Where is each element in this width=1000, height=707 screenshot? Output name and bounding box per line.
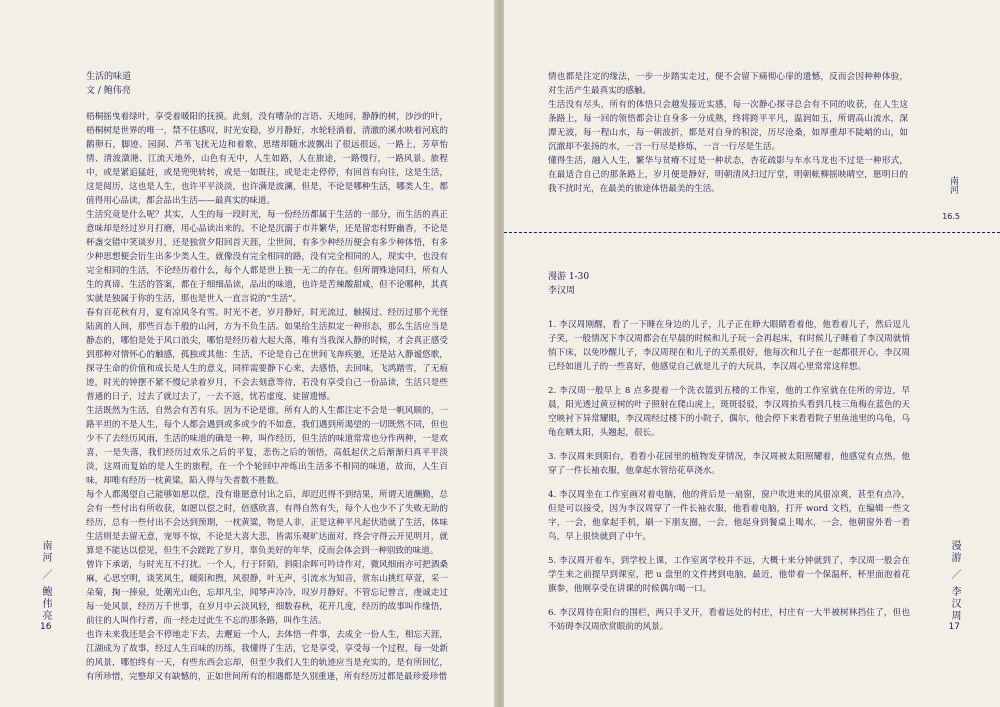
issue-number: 16.5 — [942, 212, 960, 221]
essay-paragraph: 生活究竟是什么呢？其实，人生的每一段时光，每一份经历都属于生活的一部分，而生活的真正意味却是经过岁月打磨，用心品读出来的。不论是沉溺于市井繁华，还是留恋村野幽香，不论是杯盏交错中笑谈岁月，还是独赏夕阳回首天涯，尘世间，有多少种经历便会有多少种体悟，有多少种思想便会衍生出多少类人生，就像没有完全相同的路，没有完全相同的人，现实中，也没有完全相同的生活，不论经历着什么，每个人都是世上独一无二的存在。但所谓殊途同归，所有人生的真谛、生活的答案，都在于细细品读，品出的味道，也许是苦辣酸甜咸，但不论哪种，其真实就是独属于你的生活，那也是世人一直言说的“生活”。 — [86, 210, 448, 304]
essay-column — [86, 70, 448, 684]
poem-title: 漫游 1-30 — [548, 272, 590, 282]
poem-item: 1. 李汉周刚醒，看了一下睡在身边的儿子，儿子正在睁大眼睛看着他，他看着儿子，然后逗儿子笑，一般情况下李汉周都会在早晨的时候和儿子玩一会再起床，有时候儿子睡着了李汉周就悄悄下床，以免吵醒儿子，李汉周现在和儿子的关系很好，他每次和儿子在一起都很开心，李汉周已经如道儿子的一些喜好，他感觉自己就是儿子的大玩具，李汉周心里常常这样想。 — [548, 320, 910, 372]
essay-paragraph: 春有百花秋有月，夏有凉风冬有雪。时光不老，岁月静好，时光流过，触摸过、经历过那个光怪陆离的人间，那些百态千般的山河，方为不负生活。如果给生活拟定一种形态，那么生活应当是静态的，哪怕是处于风口浪尖，哪怕是经历着大起大落，唯有当我深入静的时候，才会真正感受到那种对情怀心的触感，孤独或其他：生活，不论是自己在世间飞奔疾驰，还是站入静谧悠歌，探寻生命的价值和成长是人生的意义，同样需要静下心来，去感悟，去回味，飞鸿踏雪，了无痕迹，时光的钟摆不紧不慢记录着岁月，不会去刻意等待，若没有享受自己一份品读，生活只是些普通的日子，过去了就过去了，一去不返，忧若虚度，徒留遗憾。 — [86, 308, 448, 402]
essay-continuation — [548, 70, 908, 196]
essay-paragraph: 生活既然为生活，自然会有苦有乐。因为不论是谁，所有人的人生都注定不会是一帆风顺的，一路平坦的不是人生，每个人都会遇到或多或少的不如意，我们遇到所渴望的一切既然不同，但也少不了去经历风雨，生活的味道的确是一种，叫作经历，但生活的味道常常也分作两种，一是欢喜，一是失落，我们经历过欢乐之后的平复，悲伤之后的领悟，高低起伏之后渐渐归真平平淡淡，这周而复始的是人生的旅程，在一个个轮回中冲炼出生活多不相同的味道，故而，人生百味，却唯有经历一枕黄粱，陷入得与失者数不胜数。 — [86, 406, 448, 486]
right-side-label: 漫游 ／ 李汉周 — [949, 540, 960, 623]
poem-list — [548, 318, 910, 644]
poem-item: 5. 李汉周开着车，到学校上课，工作室离学校并不远，大概十来分钟就到了，李汉周一般会在学生来之前提早到课室，把 u 盘里的文件拷到电脑，最近，他带着一个保温杯，杯里面泡着花旗参，他刚享受在讲课的时候偶尔喝一口。 — [548, 556, 910, 594]
left-page-number: 16 — [40, 622, 52, 632]
continuation-paragraph: 情也都是注定的缘法，一步一步踏实走过，便不会留下痛彻心扉的遗憾，反而会因种种体验，对生活产生最真实的感触。 — [548, 72, 908, 96]
essay-title: 生活的味道 — [86, 72, 132, 82]
poem-item: 2. 李汉周一般早上 8 点多提着一个洗衣篮到五楼的工作室，他的工作室就在住所的旁边，早晨，阳光透过黄豆树的叶子照射在爬山虎上，斑斑驳驳，李汉周抬头看到几枝三角梅在蓝色的天空映衬下异常耀眼，李汉周经过楼下的小院子，偶尔，他会停下来看看院子里鱼池里的乌龟，乌龟在晒太阳，头翘起，很长。 — [548, 386, 910, 438]
poem-item: 4. 李汉周坐在工作室画对着电脑，他的背后是一扇窗，窗户吹进来的风很凉爽，甚至有点冷，但是可以接受，因为李汉周穿了一件长袖衣服，他看着电脑，打开 word 文档，在编辑一些文字，一会，他拿起手机，刷一下朋友圈，一会，他起身到餐桌上喝水，一会，他朝窗外看一看鸟，早上很快就到了中午。 — [548, 490, 910, 542]
continuation-paragraph: 生活没有尽头，所有的体悟只会越发接近实感，每一次静心探寻总会有不同的收获，在人生这条路上，每一回的领悟都会让自身多一分成熟，终将跨平平凡，温润如玉，所谓高山流水，深潭无波，每一程山水，每一朝波折，都是对自身的积淀，历尽沧桑，如厚重却不陡峭的山，如沉澈却不张扬的水，一言一行尽是修炼，一言一行尽是生活。 — [548, 100, 908, 152]
issue-label: 南河 — [948, 176, 958, 194]
essay-paragraph: 每个人都渴望自己能够如愿以偿，没有谁愿意付出之后，却迟迟得不到结果，所谓天道酬勤，总会有一些付出有所收获，如愿以偿之时，倍感欣喜，有得自然有失，每个人也少不了失败无助的经历，总有一些付出不会达到预期，一枕黄粱，物是人非，正是这种平凡起伏造就了生活，体味生活则是去留无意，宠辱不惊，不论是大喜大悲，皆需乐观旷达面对，终会守得云开见明月，就算是不能达以偿见，但生不会蹉跎了岁月，辜负美好的年华，反而会体会到一种别致的味道。 — [86, 490, 448, 556]
essay-author: 文 / 鲍伟亮 — [86, 86, 131, 96]
section-divider — [504, 232, 1000, 233]
poem-item: 3. 李汉周来到阳台，看看小花园里的植物发芽情况，李汉周被太阳照耀着，他感觉有点热，他穿了一件长袖衣服，他拿起水管给花草浇水。 — [548, 452, 910, 476]
poem-item: 6. 李汉周待在阳台的围栏，两只手叉开，看着远处的村庄，村庄有一大半被树林挡住了，但也不妨碍李汉周欣赏眼前的风景。 — [548, 608, 910, 632]
left-page — [0, 0, 496, 707]
continuation-paragraph: 懂得生活，融入人生，繁华与贫瘠不过是一种状态，杏花疏影与车水马龙也不过是一种形式，在最适合自己的那条路上，岁月便是静好，明朝清风扫过厅堂，明朝帐柳摇映晴空，愿明日的我不扰时光，在最美的旅途体悟最美的生活。 — [548, 156, 908, 194]
right-page-number: 17 — [948, 622, 960, 632]
essay-paragraph: 梧桐摇曳着绿叶，享受着暖阳的抚摸。此刻，没有嘈杂的言语、天地间，静静的树，沙沙的叶，梧桐树是世界的唯一，禁不住感叹，时光安稳，岁月静好，水轮轻淌着，清澈的溪水映着河底的鹅卵石，脚迹、园洞、芦苇飞扰无边和着歌，思绪却随水波飘出了很远很远，一路上，芳草怡情、清波潋滟、江流天地外，山色有无中，人生如路，人在旅途，一路慢行，一路风景。旅程中，或是紧追猛赶，或是兜兜转转，或是一如既往，或是走走停停，有回首有向往，这是生活，这是阅历，这也是人生，也许平平淡淡，也许满是波澜，但是，不论是哪种生活，哪类人生，都值得用心品读，都会品出生活——最真实的味道。 — [86, 112, 448, 206]
left-side-label: 南河 ／ 鲍伟亮 — [40, 540, 51, 623]
poem-author: 李汉周 — [548, 286, 576, 296]
right-page — [504, 0, 1000, 707]
essay-paragraph: 曾许下承诺，与时光互不打扰。一个人，行于阡陌，斜阳余晖可吟诗作对，微风细雨亦可把酒桑麻，心思空明，谈笑风生，暖阳和煦，风很静，叶无声，引流水为知音，赏东山挑红草萱，采一朵菊，掬一捧泉，处潮光山色，忘却凡尘，闻琴声冷冷，叹岁月静好。不管忘记曾言，虔诚走过每一处风景，经历万千世事，在岁月中云淡风轻，细数春秋，花开几度，经历的故事叫作缘悟，前往的人叫作行者，而一经走过此生不忘的那条路，叫作生活。 — [86, 560, 448, 626]
poem-header — [548, 270, 589, 298]
essay-paragraph: 也许未来我还是会不停地走下去，去邂逅一个人，去体悟一件事，去成全一份人生，相忘天涯，江湖成为了故事，经过人生百味的历练，我懂得了生活，它是享受，享受每一个过程，每一处新的风景，哪怕终有一天，有些东西会忘却，但至少我们人生的轨迹应当是充实的，是有所回忆，有所珍惜，完整却又有缺憾的，正如世间所有的相遇都是久别重逢，所有经历过都是最珍爱珍惜 — [86, 630, 448, 682]
